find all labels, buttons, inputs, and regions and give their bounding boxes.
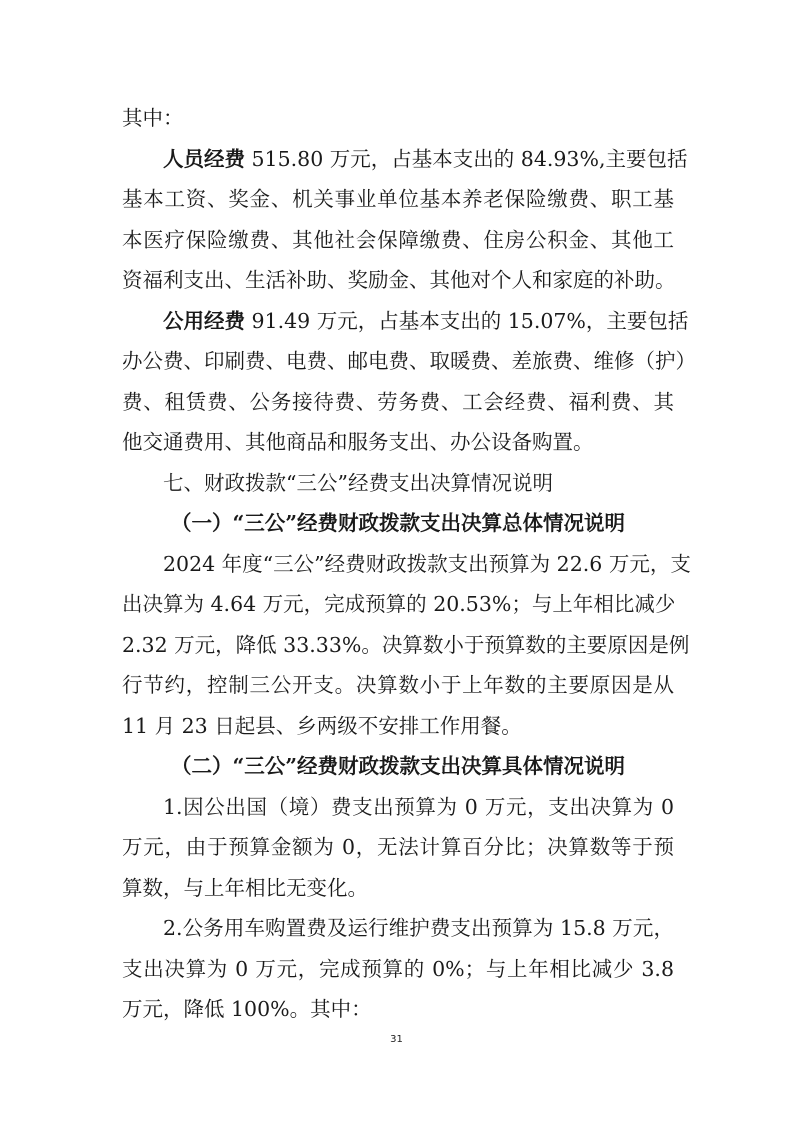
- sub1-line-5: 11 月 23 日起县、乡两级不安排工作用餐。: [122, 713, 522, 738]
- public-line-3: 费、租赁费、公务接待费、劳务费、工会经费、福利费、其: [122, 389, 674, 414]
- section-7-title: 七、财政拨款“三公”经费支出决算情况说明: [163, 470, 553, 495]
- item1-line-2: 万元，由于预算金额为 0，无法计算百分比；决算数等于预: [122, 835, 674, 859]
- personnel-line-3: 本医疗保险缴费、其他社会保障缴费、住房公积金、其他工: [122, 227, 674, 252]
- sub1-line-2: 出决算为 4.64 万元，完成预算的 20.53%；与上年相比减少: [122, 592, 676, 616]
- body-text: [122, 98, 696, 1030]
- item2-line-1: 2.公务用车购置费及运行维护费支出预算为 15.8 万元，: [163, 916, 674, 940]
- public-line-2: 办公费、印刷费、电费、邮电费、取暖费、差旅费、维修（护）: [122, 349, 696, 373]
- personnel-label: 人员经费: [163, 146, 245, 171]
- sub1-line-1: 2024 年度“三公”经费财政拨款支出预算为 22.6 万元，支: [163, 551, 691, 576]
- public-text-1: 91.49 万元，占基本支出的 15.07%，主要包括: [245, 308, 689, 333]
- personnel-text-1: 515.80 万元，占基本支出的 84.93%,主要包括: [245, 146, 688, 171]
- page-number: 31: [390, 1034, 403, 1045]
- personnel-line-2: 基本工资、奖金、机关事业单位基本养老保险缴费、职工基: [122, 187, 674, 211]
- item1-line-1: 1.因公出国（境）费支出预算为 0 万元，支出决算为 0: [163, 794, 674, 819]
- subsection-2-title: （二）“三公”经费财政拨款支出决算具体情况说明: [170, 754, 626, 778]
- public-line-4: 他交通费用、其他商品和服务支出、办公设备购置。: [122, 430, 594, 454]
- sub1-line-3: 2.32 万元，降低 33.33%。决算数小于预算数的主要原因是例: [122, 632, 690, 657]
- subsection-1-title: （一）“三公”经费财政拨款支出决算总体情况说明: [170, 511, 626, 535]
- public-line-1: [122, 301, 689, 342]
- item2-line-2: 支出决算为 0 万元，完成预算的 0%；与上年相比减少 3.8: [122, 956, 674, 981]
- item1-line-3: 算数，与上年相比无变化。: [122, 875, 368, 900]
- intro-line: 其中：: [122, 106, 184, 130]
- sub1-line-4: 行节约，控制三公开支。决算数小于上年数的主要原因是从: [122, 673, 674, 697]
- personnel-line-4: 资福利支出、生活补助、奖励金、其他对个人和家庭的补助。: [122, 268, 676, 292]
- personnel-line-1: [122, 139, 688, 180]
- item2-line-3: 万元，降低 100%。其中：: [122, 997, 372, 1021]
- public-label: 公用经费: [163, 308, 245, 333]
